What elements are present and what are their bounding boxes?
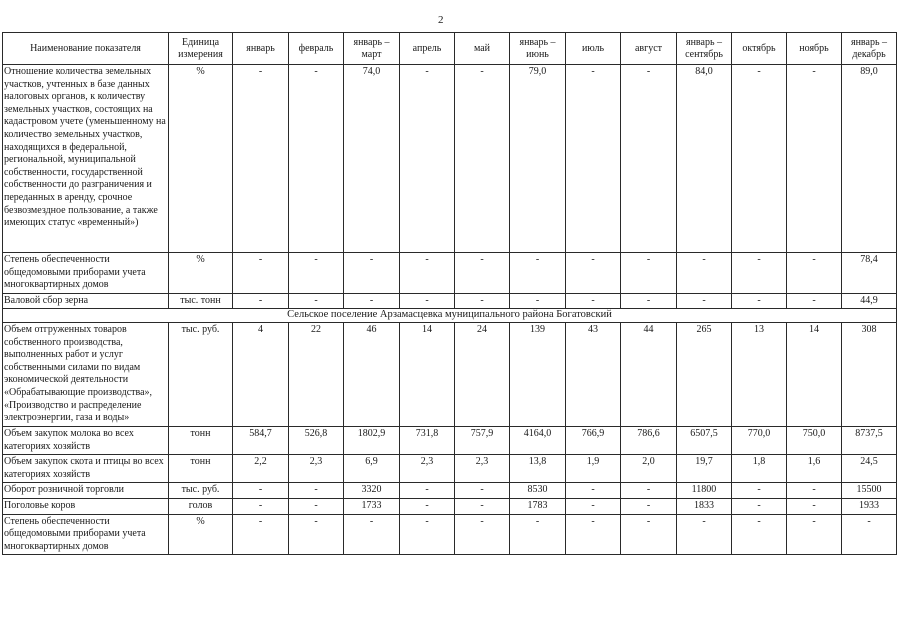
cell-value: - xyxy=(289,293,344,309)
cell-value: - xyxy=(289,514,344,555)
header-month: ноябрь xyxy=(787,33,842,65)
cell-value: 11800 xyxy=(677,483,732,499)
header-month: август xyxy=(621,33,677,65)
cell-value: - xyxy=(455,293,510,309)
header-unit: Единица измерения xyxy=(169,33,233,65)
cell-value: 24,5 xyxy=(842,455,897,483)
cell-value: - xyxy=(566,483,621,499)
cell-value: - xyxy=(621,65,677,253)
cell-value: 786,6 xyxy=(621,426,677,454)
row-name: Степень обеспеченности общедомовыми приборами учета многоквартирных домов xyxy=(3,514,169,555)
header-month: январь – декабрь xyxy=(842,33,897,65)
cell-value: 89,0 xyxy=(842,65,897,253)
table-row xyxy=(3,426,897,454)
cell-value: 1,6 xyxy=(787,455,842,483)
row-unit: тонн xyxy=(169,455,233,483)
cell-value: 4 xyxy=(233,322,289,426)
cell-value: 766,9 xyxy=(566,426,621,454)
header-month: октябрь xyxy=(732,33,787,65)
cell-value: - xyxy=(566,253,621,294)
cell-value: 2,2 xyxy=(233,455,289,483)
cell-value: 2,0 xyxy=(621,455,677,483)
cell-value: 139 xyxy=(510,322,566,426)
cell-value: - xyxy=(787,65,842,253)
cell-value: - xyxy=(400,253,455,294)
section-row xyxy=(3,309,897,323)
cell-value: 14 xyxy=(787,322,842,426)
row-unit: тыс. тонн xyxy=(169,293,233,309)
cell-value: 15500 xyxy=(842,483,897,499)
cell-value: - xyxy=(621,483,677,499)
cell-value: - xyxy=(400,65,455,253)
table-header-row xyxy=(3,33,897,65)
cell-value: - xyxy=(455,498,510,514)
cell-value: - xyxy=(400,514,455,555)
cell-value: - xyxy=(787,514,842,555)
cell-value: - xyxy=(455,65,510,253)
cell-value: 8737,5 xyxy=(842,426,897,454)
cell-value: - xyxy=(289,65,344,253)
header-month: январь – июнь xyxy=(510,33,566,65)
cell-value: 84,0 xyxy=(677,65,732,253)
table-row xyxy=(3,293,897,309)
cell-value: 14 xyxy=(400,322,455,426)
cell-value: - xyxy=(621,514,677,555)
cell-value: 308 xyxy=(842,322,897,426)
cell-value: - xyxy=(732,483,787,499)
cell-value: - xyxy=(732,65,787,253)
row-unit: тонн xyxy=(169,426,233,454)
cell-value: - xyxy=(621,293,677,309)
cell-value: 265 xyxy=(677,322,732,426)
row-name: Валовой сбор зерна xyxy=(3,293,169,309)
cell-value: - xyxy=(732,253,787,294)
cell-value: - xyxy=(677,253,732,294)
cell-value: 2,3 xyxy=(289,455,344,483)
cell-value: 757,9 xyxy=(455,426,510,454)
cell-value: 770,0 xyxy=(732,426,787,454)
table-row xyxy=(3,65,897,253)
cell-value: 13,8 xyxy=(510,455,566,483)
cell-value: - xyxy=(566,65,621,253)
cell-value: 43 xyxy=(566,322,621,426)
cell-value: - xyxy=(455,483,510,499)
cell-value: - xyxy=(677,514,732,555)
cell-value: - xyxy=(289,498,344,514)
cell-value: 46 xyxy=(344,322,400,426)
table-row xyxy=(3,322,897,426)
cell-value: 24 xyxy=(455,322,510,426)
cell-value: - xyxy=(233,65,289,253)
cell-value: - xyxy=(233,253,289,294)
cell-value: - xyxy=(510,253,566,294)
cell-value: - xyxy=(289,483,344,499)
row-unit: % xyxy=(169,253,233,294)
cell-value: - xyxy=(787,293,842,309)
cell-value: - xyxy=(400,498,455,514)
cell-value: 584,7 xyxy=(233,426,289,454)
cell-value: 1,8 xyxy=(732,455,787,483)
cell-value: 44,9 xyxy=(842,293,897,309)
indicators-table xyxy=(2,32,897,555)
cell-value: - xyxy=(732,293,787,309)
cell-value: - xyxy=(233,514,289,555)
cell-value: 1783 xyxy=(510,498,566,514)
table-row xyxy=(3,514,897,555)
cell-value: 3320 xyxy=(344,483,400,499)
cell-value: - xyxy=(677,293,732,309)
table-row xyxy=(3,483,897,499)
cell-value: 1833 xyxy=(677,498,732,514)
cell-value: 1802,9 xyxy=(344,426,400,454)
cell-value: - xyxy=(732,498,787,514)
cell-value: - xyxy=(621,253,677,294)
cell-value: - xyxy=(400,293,455,309)
cell-value: - xyxy=(787,498,842,514)
cell-value: 1733 xyxy=(344,498,400,514)
cell-value: 44 xyxy=(621,322,677,426)
cell-value: 79,0 xyxy=(510,65,566,253)
row-unit: голов xyxy=(169,498,233,514)
row-unit: % xyxy=(169,65,233,253)
cell-value: 6,9 xyxy=(344,455,400,483)
cell-value: - xyxy=(233,483,289,499)
row-name: Объем отгруженных товаров собственного производства, выполненных работ и услуг собственными силами по видам экономической деятельности «Обрабатывающие производства», «Производство и распределение электроэнергии, газа и воды» xyxy=(3,322,169,426)
header-month: май xyxy=(455,33,510,65)
cell-value: - xyxy=(566,293,621,309)
cell-value: - xyxy=(233,498,289,514)
cell-value: - xyxy=(289,253,344,294)
cell-value: - xyxy=(787,483,842,499)
cell-value: - xyxy=(455,253,510,294)
cell-value: 526,8 xyxy=(289,426,344,454)
page-number: 2 xyxy=(438,14,444,26)
cell-value: - xyxy=(621,498,677,514)
cell-value: 19,7 xyxy=(677,455,732,483)
table-row xyxy=(3,455,897,483)
cell-value: - xyxy=(510,514,566,555)
cell-value: - xyxy=(787,253,842,294)
header-month: январь – март xyxy=(344,33,400,65)
header-month: январь – сентябрь xyxy=(677,33,732,65)
cell-value: - xyxy=(455,514,510,555)
cell-value: - xyxy=(400,483,455,499)
header-name: Наименование показателя xyxy=(3,33,169,65)
cell-value: 6507,5 xyxy=(677,426,732,454)
cell-value: 74,0 xyxy=(344,65,400,253)
cell-value: - xyxy=(510,293,566,309)
cell-value: - xyxy=(842,514,897,555)
row-name: Степень обеспеченности общедомовыми приборами учета многоквартирных домов xyxy=(3,253,169,294)
cell-value: 8530 xyxy=(510,483,566,499)
header-month: февраль xyxy=(289,33,344,65)
cell-value: 731,8 xyxy=(400,426,455,454)
row-name: Объем закупок молока во всех категориях хозяйств xyxy=(3,426,169,454)
cell-value: - xyxy=(344,514,400,555)
row-unit: тыс. руб. xyxy=(169,483,233,499)
header-month: апрель xyxy=(400,33,455,65)
row-unit: тыс. руб. xyxy=(169,322,233,426)
cell-value: 2,3 xyxy=(400,455,455,483)
cell-value: 13 xyxy=(732,322,787,426)
cell-value: 4164,0 xyxy=(510,426,566,454)
cell-value: - xyxy=(233,293,289,309)
cell-value: 78,4 xyxy=(842,253,897,294)
row-name: Отношение количества земельных участков, учтенных в базе данных налоговых органов, к количеству земельных участков, состоящих на кадастровом учете (уменьшенному на количество земельных участков, находящихся в федеральной, региональной, муниципальной собственности, государственной собственности до разграничения и переданных в аренду, срочное безвозмездное пользование, а также имеющих статус «временный») xyxy=(3,65,169,253)
row-name: Оборот розничной торговли xyxy=(3,483,169,499)
cell-value: - xyxy=(566,514,621,555)
row-name: Объем закупок скота и птицы во всех категориях хозяйств xyxy=(3,455,169,483)
cell-value: 2,3 xyxy=(455,455,510,483)
cell-value: 1933 xyxy=(842,498,897,514)
cell-value: - xyxy=(732,514,787,555)
cell-value: 22 xyxy=(289,322,344,426)
cell-value: - xyxy=(344,253,400,294)
table-row xyxy=(3,498,897,514)
cell-value: 750,0 xyxy=(787,426,842,454)
header-month: январь xyxy=(233,33,289,65)
table-row xyxy=(3,253,897,294)
header-month: июль xyxy=(566,33,621,65)
cell-value: - xyxy=(566,498,621,514)
row-unit: % xyxy=(169,514,233,555)
cell-value: - xyxy=(344,293,400,309)
section-title: Сельское поселение Арзамасцевка муниципального района Богатовский xyxy=(3,309,897,323)
row-name: Поголовье коров xyxy=(3,498,169,514)
cell-value: 1,9 xyxy=(566,455,621,483)
